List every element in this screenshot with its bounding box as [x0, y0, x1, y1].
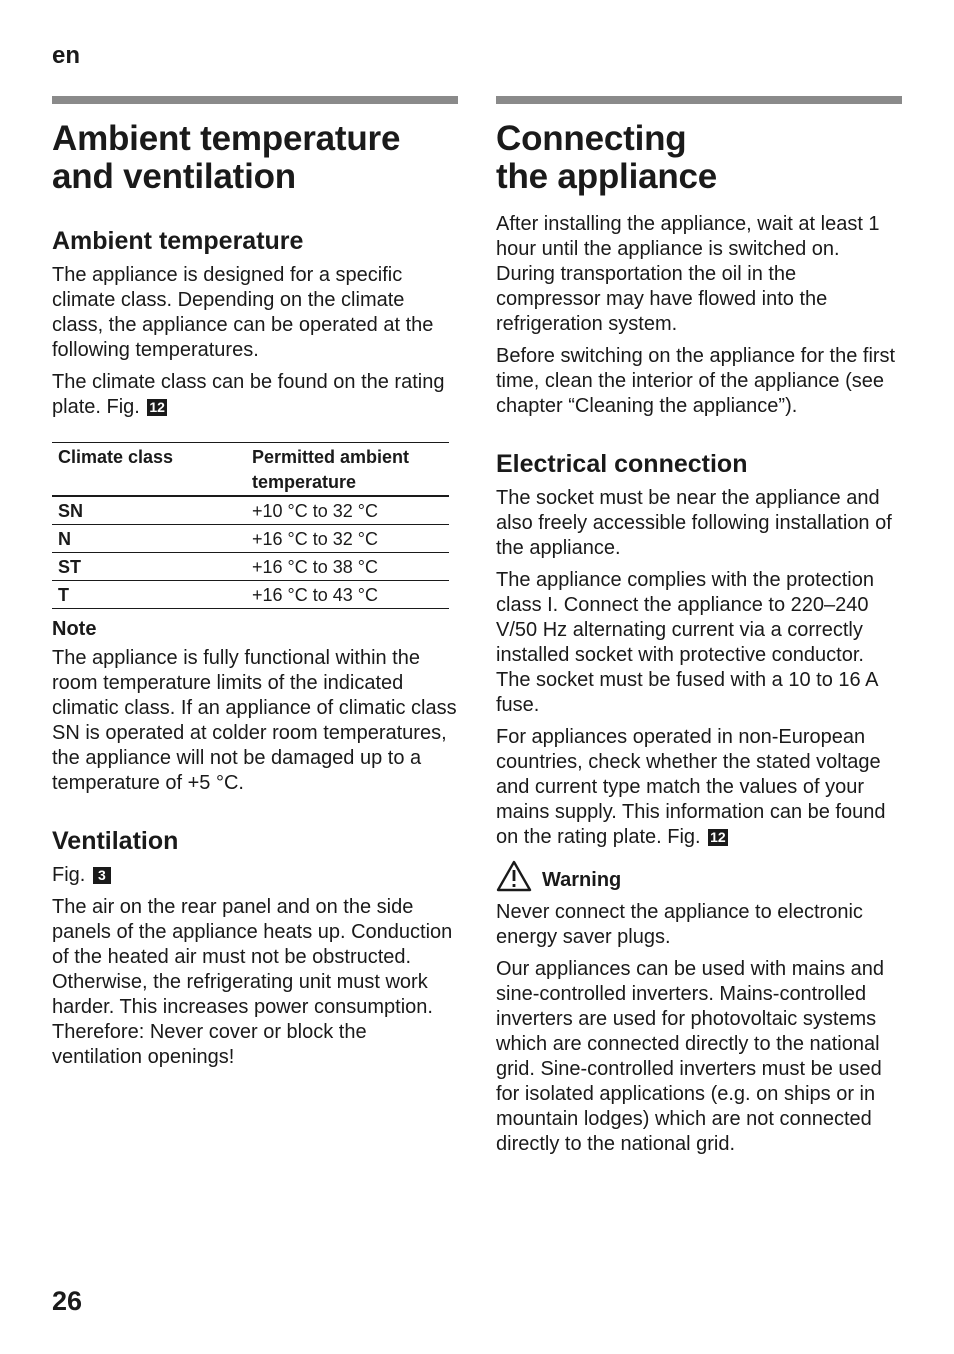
table-row	[52, 525, 449, 553]
climate-class-cell: ST	[52, 553, 246, 581]
title-line-1: Connecting	[496, 119, 687, 158]
heading-ambient-temperature: Ambient temperature	[52, 227, 304, 255]
heading-ventilation: Ventilation	[52, 827, 179, 855]
column-header-climate-class: Climate class	[52, 443, 246, 497]
temperature-range-cell: +10 °C to 32 °C	[246, 496, 449, 525]
section-title-connecting	[496, 120, 902, 196]
note-text: The appliance is fully functional within the room temperature limits of the indicated climatic class. If an appliance of climatic class SN is operated at colder room temperatures, the appliance will not be damaged up to a temperature of +5 °C.	[52, 647, 457, 794]
electrical-paragraph-2: The appliance complies with the protection class I. Connect the appliance to 220–240 V/50 Hz alternating current via a correctly installed socket with protective conductor. The socket must be fused with a 10 to 16 A fuse.	[496, 569, 878, 716]
climate-class-table	[52, 442, 449, 609]
heading-electrical-connection: Electrical connection	[496, 450, 748, 478]
non-european-text: For appliances operated in non-European countries, check whether the stated voltage and current type match the values of your mains supply. This information can be found on the rating plate. Fig.	[496, 726, 886, 848]
warning-header	[496, 860, 902, 892]
climate-class-cell: T	[52, 581, 246, 609]
language-code: en	[52, 42, 81, 69]
climate-class-cell: SN	[52, 496, 246, 525]
table-row	[52, 553, 449, 581]
temperature-range-cell: +16 °C to 32 °C	[246, 525, 449, 553]
table-row	[52, 581, 449, 609]
warning-paragraph-1: Never connect the appliance to electronic energy saver plugs.	[496, 901, 863, 948]
figure-reference: 12	[149, 399, 165, 415]
title-line-1: Ambient temperature	[52, 119, 401, 158]
warning-label: Warning	[542, 869, 622, 891]
ambient-paragraph-2	[52, 370, 458, 420]
table-header-row	[52, 443, 449, 497]
title-line-2: the appliance	[496, 157, 718, 196]
figure-reference: 3	[93, 867, 111, 884]
electrical-paragraph-1: The socket must be near the appliance and also freely accessible following installation of the appliance.	[496, 487, 892, 559]
figure-reference: 12	[710, 829, 726, 845]
table-row	[52, 496, 449, 525]
temperature-range-cell: +16 °C to 43 °C	[246, 581, 449, 609]
warning-triangle-icon	[496, 860, 532, 892]
title-line-2: and ventilation	[52, 157, 296, 196]
connecting-paragraph-1: After installing the appliance, wait at least 1 hour until the appliance is switched on. During transportation the oil in the compressor may have flowed into the refrigeration system.	[496, 213, 880, 335]
left-column	[52, 96, 458, 1077]
ventilation-figure-ref	[52, 863, 458, 888]
temperature-range-cell: +16 °C to 38 °C	[246, 553, 449, 581]
right-column	[496, 96, 902, 1164]
warning-paragraph-2: Our appliances can be used with mains and sine-controlled inverters. Mains-controlled inverters are used for photovoltaic systems which are connected directly to the national grid. Sine-controlled inverters must be used for isolated applications (e.g. on ships or in mountain lodges) which are not connected directly to the national grid.	[496, 958, 885, 1155]
electrical-paragraph-3	[496, 725, 902, 850]
section-rule	[496, 96, 902, 104]
climate-class-cell: N	[52, 525, 246, 553]
fig-text: Fig.	[52, 864, 86, 886]
page-number: 26	[52, 1286, 83, 1316]
note-label: Note	[52, 618, 97, 640]
section-title-ambient	[52, 120, 458, 196]
rating-plate-text: The climate class can be found on the rating plate. Fig.	[52, 371, 445, 418]
connecting-paragraph-2: Before switching on the appliance for the first time, clean the interior of the appliance (see chapter “Cleaning the appliance”).	[496, 345, 896, 417]
ventilation-text: The air on the rear panel and on the side panels of the appliance heats up. Conduction of the heated air must not be obstructed. Otherwise, the refrigerating unit must work harder. This increases power consumption. Therefore: Never cover or block the ventilation openings!	[52, 896, 453, 1068]
ambient-paragraph-1: The appliance is designed for a specific climate class. Depending on the climate class, the appliance can be operated at the following temperatures.	[52, 264, 434, 361]
section-rule	[52, 96, 458, 104]
column-header-permitted-temperature: Permitted ambient temperature	[246, 443, 449, 497]
